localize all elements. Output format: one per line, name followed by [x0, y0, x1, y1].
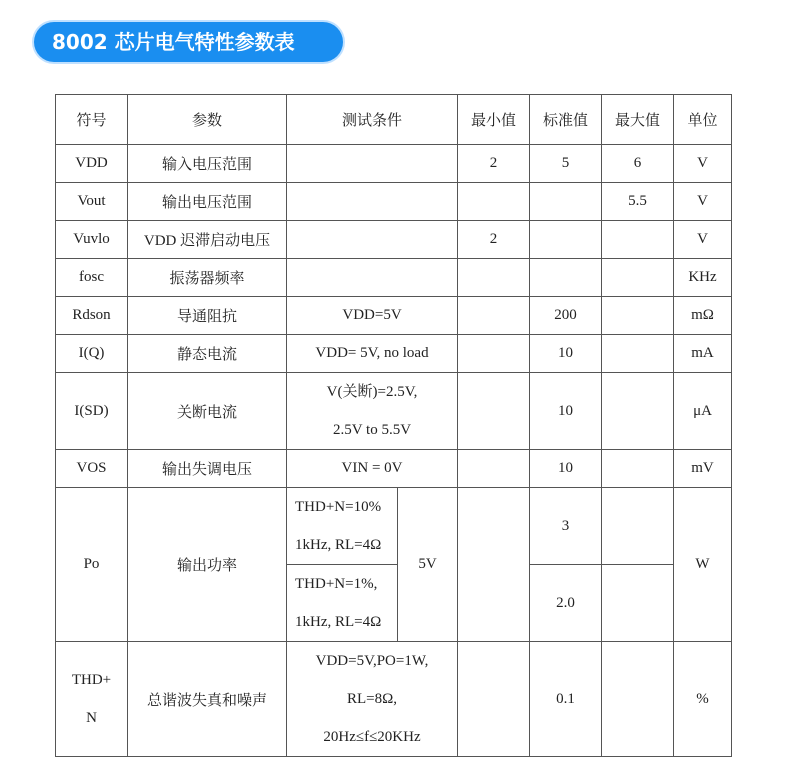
cell-condition: [287, 259, 458, 297]
cell-max: [602, 488, 674, 565]
cell-param: 总谐波失真和噪声: [128, 642, 287, 757]
cell-max: [602, 565, 674, 642]
table-header-row: [56, 95, 732, 145]
table-row: [56, 259, 732, 297]
cell-min: [458, 297, 530, 335]
cell-typ: 3: [530, 488, 602, 565]
header-param: 参数: [128, 95, 287, 145]
cell-min: [458, 259, 530, 297]
condition-line: THD+N=10%: [295, 499, 382, 515]
header-typ: 标准值: [530, 95, 602, 145]
cell-condition: [287, 373, 458, 450]
cell-param: 振荡器频率: [128, 259, 287, 297]
cell-param: 输出功率: [128, 488, 287, 642]
cell-typ: 10: [530, 335, 602, 373]
table-row-po: [56, 488, 732, 565]
cell-unit: mΩ: [674, 297, 732, 335]
page-title: 8002 芯片电气特性参数表: [34, 22, 343, 62]
header-min: 最小值: [458, 95, 530, 145]
cell-max: [602, 297, 674, 335]
cell-symbol: Vout: [56, 183, 128, 221]
cell-param: 关断电流: [128, 373, 287, 450]
cell-symbol: VDD: [56, 145, 128, 183]
cell-typ: 10: [530, 373, 602, 450]
cell-unit: mA: [674, 335, 732, 373]
cell-unit: KHz: [674, 259, 732, 297]
cell-symbol: VOS: [56, 450, 128, 488]
cell-min: [458, 450, 530, 488]
table-row: [56, 297, 732, 335]
spec-table: [55, 94, 732, 757]
cell-param: 输出失调电压: [128, 450, 287, 488]
cell-unit: V: [674, 183, 732, 221]
condition-line: 1kHz, RL=4Ω: [295, 537, 382, 553]
cell-param: 输入电压范围: [128, 145, 287, 183]
condition-line: V(关断)=2.5V,: [326, 384, 418, 400]
condition-line: VDD=5V,PO=1W,: [315, 653, 429, 669]
cell-max: [602, 642, 674, 757]
condition-line: 20Hz≤f≤20KHz: [323, 729, 421, 745]
table-row-thd: [56, 642, 732, 757]
cell-max: [602, 373, 674, 450]
cell-condition: [287, 488, 398, 565]
cell-condition: [287, 145, 458, 183]
table-row: [56, 221, 732, 259]
cell-min: [458, 183, 530, 221]
cell-param: 导通阻抗: [128, 297, 287, 335]
cell-min: [458, 335, 530, 373]
table-row: [56, 183, 732, 221]
cell-symbol: Po: [56, 488, 128, 642]
cell-max: 5.5: [602, 183, 674, 221]
cell-max: [602, 259, 674, 297]
condition-line: RL=8Ω,: [346, 691, 398, 707]
cell-unit: %: [674, 642, 732, 757]
cell-unit: W: [674, 488, 732, 642]
cell-symbol: [56, 642, 128, 757]
cell-min: 2: [458, 221, 530, 259]
cell-unit: mV: [674, 450, 732, 488]
cell-symbol: Vuvlo: [56, 221, 128, 259]
table-row: [56, 145, 732, 183]
cell-condition: [287, 642, 458, 757]
cell-param: 输出电压范围: [128, 183, 287, 221]
cell-max: [602, 450, 674, 488]
cell-typ: 200: [530, 297, 602, 335]
table-row: [56, 450, 732, 488]
cell-typ: 10: [530, 450, 602, 488]
cell-symbol: I(Q): [56, 335, 128, 373]
cell-max: [602, 335, 674, 373]
cell-typ: [530, 183, 602, 221]
cell-min: [458, 642, 530, 757]
symbol-line: N: [86, 710, 97, 726]
cell-min: [458, 373, 530, 450]
table-row: [56, 335, 732, 373]
cell-typ: 5: [530, 145, 602, 183]
header-condition: 测试条件: [287, 95, 458, 145]
cell-symbol: Rdson: [56, 297, 128, 335]
cell-param: 静态电流: [128, 335, 287, 373]
cell-min: 2: [458, 145, 530, 183]
cell-typ: 0.1: [530, 642, 602, 757]
cell-typ: 2.0: [530, 565, 602, 642]
cell-condition: VIN = 0V: [287, 450, 458, 488]
table-row: [56, 373, 732, 450]
condition-line: THD+N=1%,: [295, 576, 378, 592]
cell-unit: μA: [674, 373, 732, 450]
condition-line: 2.5V to 5.5V: [332, 422, 412, 438]
cell-condition: VDD= 5V, no load: [287, 335, 458, 373]
condition-line: 1kHz, RL=4Ω: [295, 614, 382, 630]
cell-supply: 5V: [398, 488, 458, 642]
cell-min: [458, 488, 530, 642]
cell-max: [602, 221, 674, 259]
header-unit: 单位: [674, 95, 732, 145]
cell-max: 6: [602, 145, 674, 183]
cell-typ: [530, 221, 602, 259]
cell-condition: [287, 221, 458, 259]
cell-unit: V: [674, 221, 732, 259]
cell-unit: V: [674, 145, 732, 183]
symbol-line: THD+: [71, 672, 112, 688]
header-max: 最大值: [602, 95, 674, 145]
cell-symbol: fosc: [56, 259, 128, 297]
cell-condition: [287, 183, 458, 221]
cell-param: VDD 迟滞启动电压: [128, 221, 287, 259]
cell-condition: VDD=5V: [287, 297, 458, 335]
cell-condition: [287, 565, 398, 642]
header-symbol: 符号: [56, 95, 128, 145]
cell-symbol: I(SD): [56, 373, 128, 450]
cell-typ: [530, 259, 602, 297]
